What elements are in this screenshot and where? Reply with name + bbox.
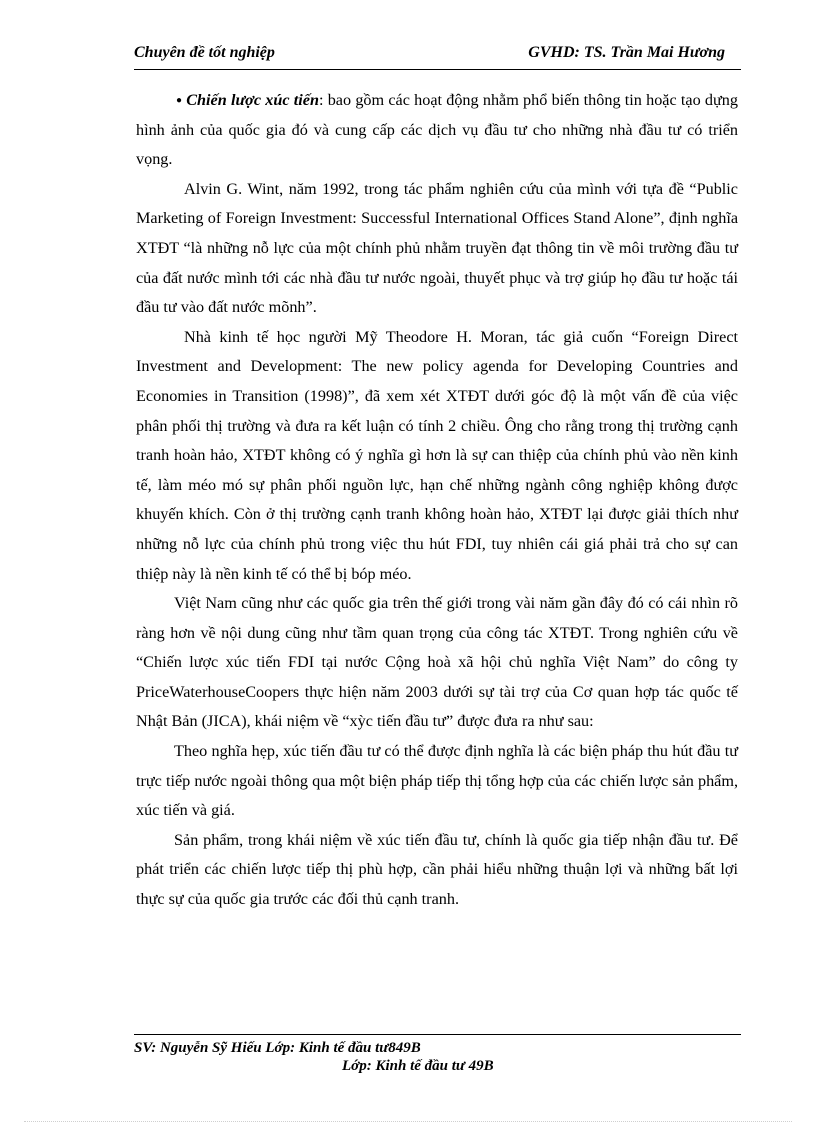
bullet-term: Chiến lược xúc tiến	[186, 91, 319, 109]
paragraph-narrow-definition: Theo nghĩa hẹp, xúc tiến đầu tư có thể được định nghĩa là các biện pháp thu hút đầu tư trực tiếp nước ngoài thông qua một biện pháp tiếp thị tổng hợp của các chiến lược sản phẩm, xúc tiến và giá.	[136, 742, 738, 820]
paragraph-vietnam: Việt Nam cũng như các quốc gia trên thế giới trong vài năm gần đây đó có cái nhìn rõ ràng hơn về nội dung cũng như tầm quan trọng của công tác XTĐT. Trong nghiên cứu về “Chiến lược xúc tiến FDI tại nước Cộng hoà xã hội chủ nghĩa Việt Nam” do công ty PriceWaterhouseCoopers thực hiện năm 2003 dưới sự tài trợ của Cơ quan hợp tác quốc tế Nhật Bản (JICA), khái niệm về “xỳc tiến đầu tư” được đưa ra như sau:	[136, 594, 738, 731]
page-bottom-edge	[24, 1121, 792, 1122]
paragraph-wint: Alvin G. Wint, năm 1992, trong tác phẩm nghiên cứu của mình với tựa đề “Public Marketing of Foreign Investment: Successful International Offices Stand Alone”, định nghĩa XTĐT “là những nỗ lực của một chính phủ nhằm truyền đạt thông tin về môi trường đầu tư của đất nước mình tới các nhà đầu tư nước ngoài, thuyết phục và trợ giúp họ đầu tư hoặc tái đầu tư vào đất nước mõnh”.	[136, 179, 738, 317]
document-title: Chuyên đề tốt nghiệp	[134, 44, 275, 61]
footer-class-line: Lớp: Kinh tế đầu tư 49B	[342, 1058, 494, 1074]
bullet-dot-icon: ●	[176, 95, 183, 106]
bullet-paragraph	[136, 86, 738, 175]
page-header	[134, 44, 741, 68]
bullet-text: : bao gồm các hoạt động nhằm phổ biến thông tin hoặc tạo dựng hình ảnh của quốc gia đó và cung cấp các dịch vụ đầu tư cho những nhà đầu tư có triển vọng.	[136, 91, 738, 169]
paragraph-moran: Nhà kinh tế học người Mỹ Theodore H. Moran, tác giả cuốn “Foreign Direct Investment and Development: The new policy agenda for Developing Countries and Economies in Transition (1998)”, đã xem xét XTĐT dưới góc độ là một vấn đề của việc phân phối thị trường và đưa ra kết luận có tính 2 chiều. Ông cho rằng trong thị trường cạnh tranh hoàn hảo, XTĐT không có ý nghĩa gì hơn là sự can thiệp của chính phủ vào nền kinh tế, làm méo mó sự phân phối nguồn lực, hạn chế những ngành công nghiệp không được khuyến khích. Còn ở thị trường cạnh tranh không hoàn hảo, XTĐT lại được giải thích như những nỗ lực của chính phủ trong việc thu hút FDI, tuy nhiên cái giá phải trả cho sự can thiệp này là nền kinh tế có thể bị bóp méo.	[136, 327, 738, 583]
supervisor-name: GVHD: TS. Trần Mai Hương	[528, 44, 725, 61]
footer-divider	[134, 1034, 741, 1035]
paragraph-product: Sản phẩm, trong khái niệm về xúc tiến đầu tư, chính là quốc gia tiếp nhận đầu tư. Để phát triển các chiến lược tiếp thị phù hợp, cần phải hiểu những thuận lợi và những bất lợi thực sự của quốc gia trước các đối thủ cạnh tranh.	[136, 830, 738, 909]
page-body	[136, 86, 738, 915]
header-divider	[134, 69, 741, 70]
footer-student-line: SV: Nguyễn Sỹ Hiếu Lớp: Kinh tế đầu tư849B	[134, 1040, 421, 1056]
